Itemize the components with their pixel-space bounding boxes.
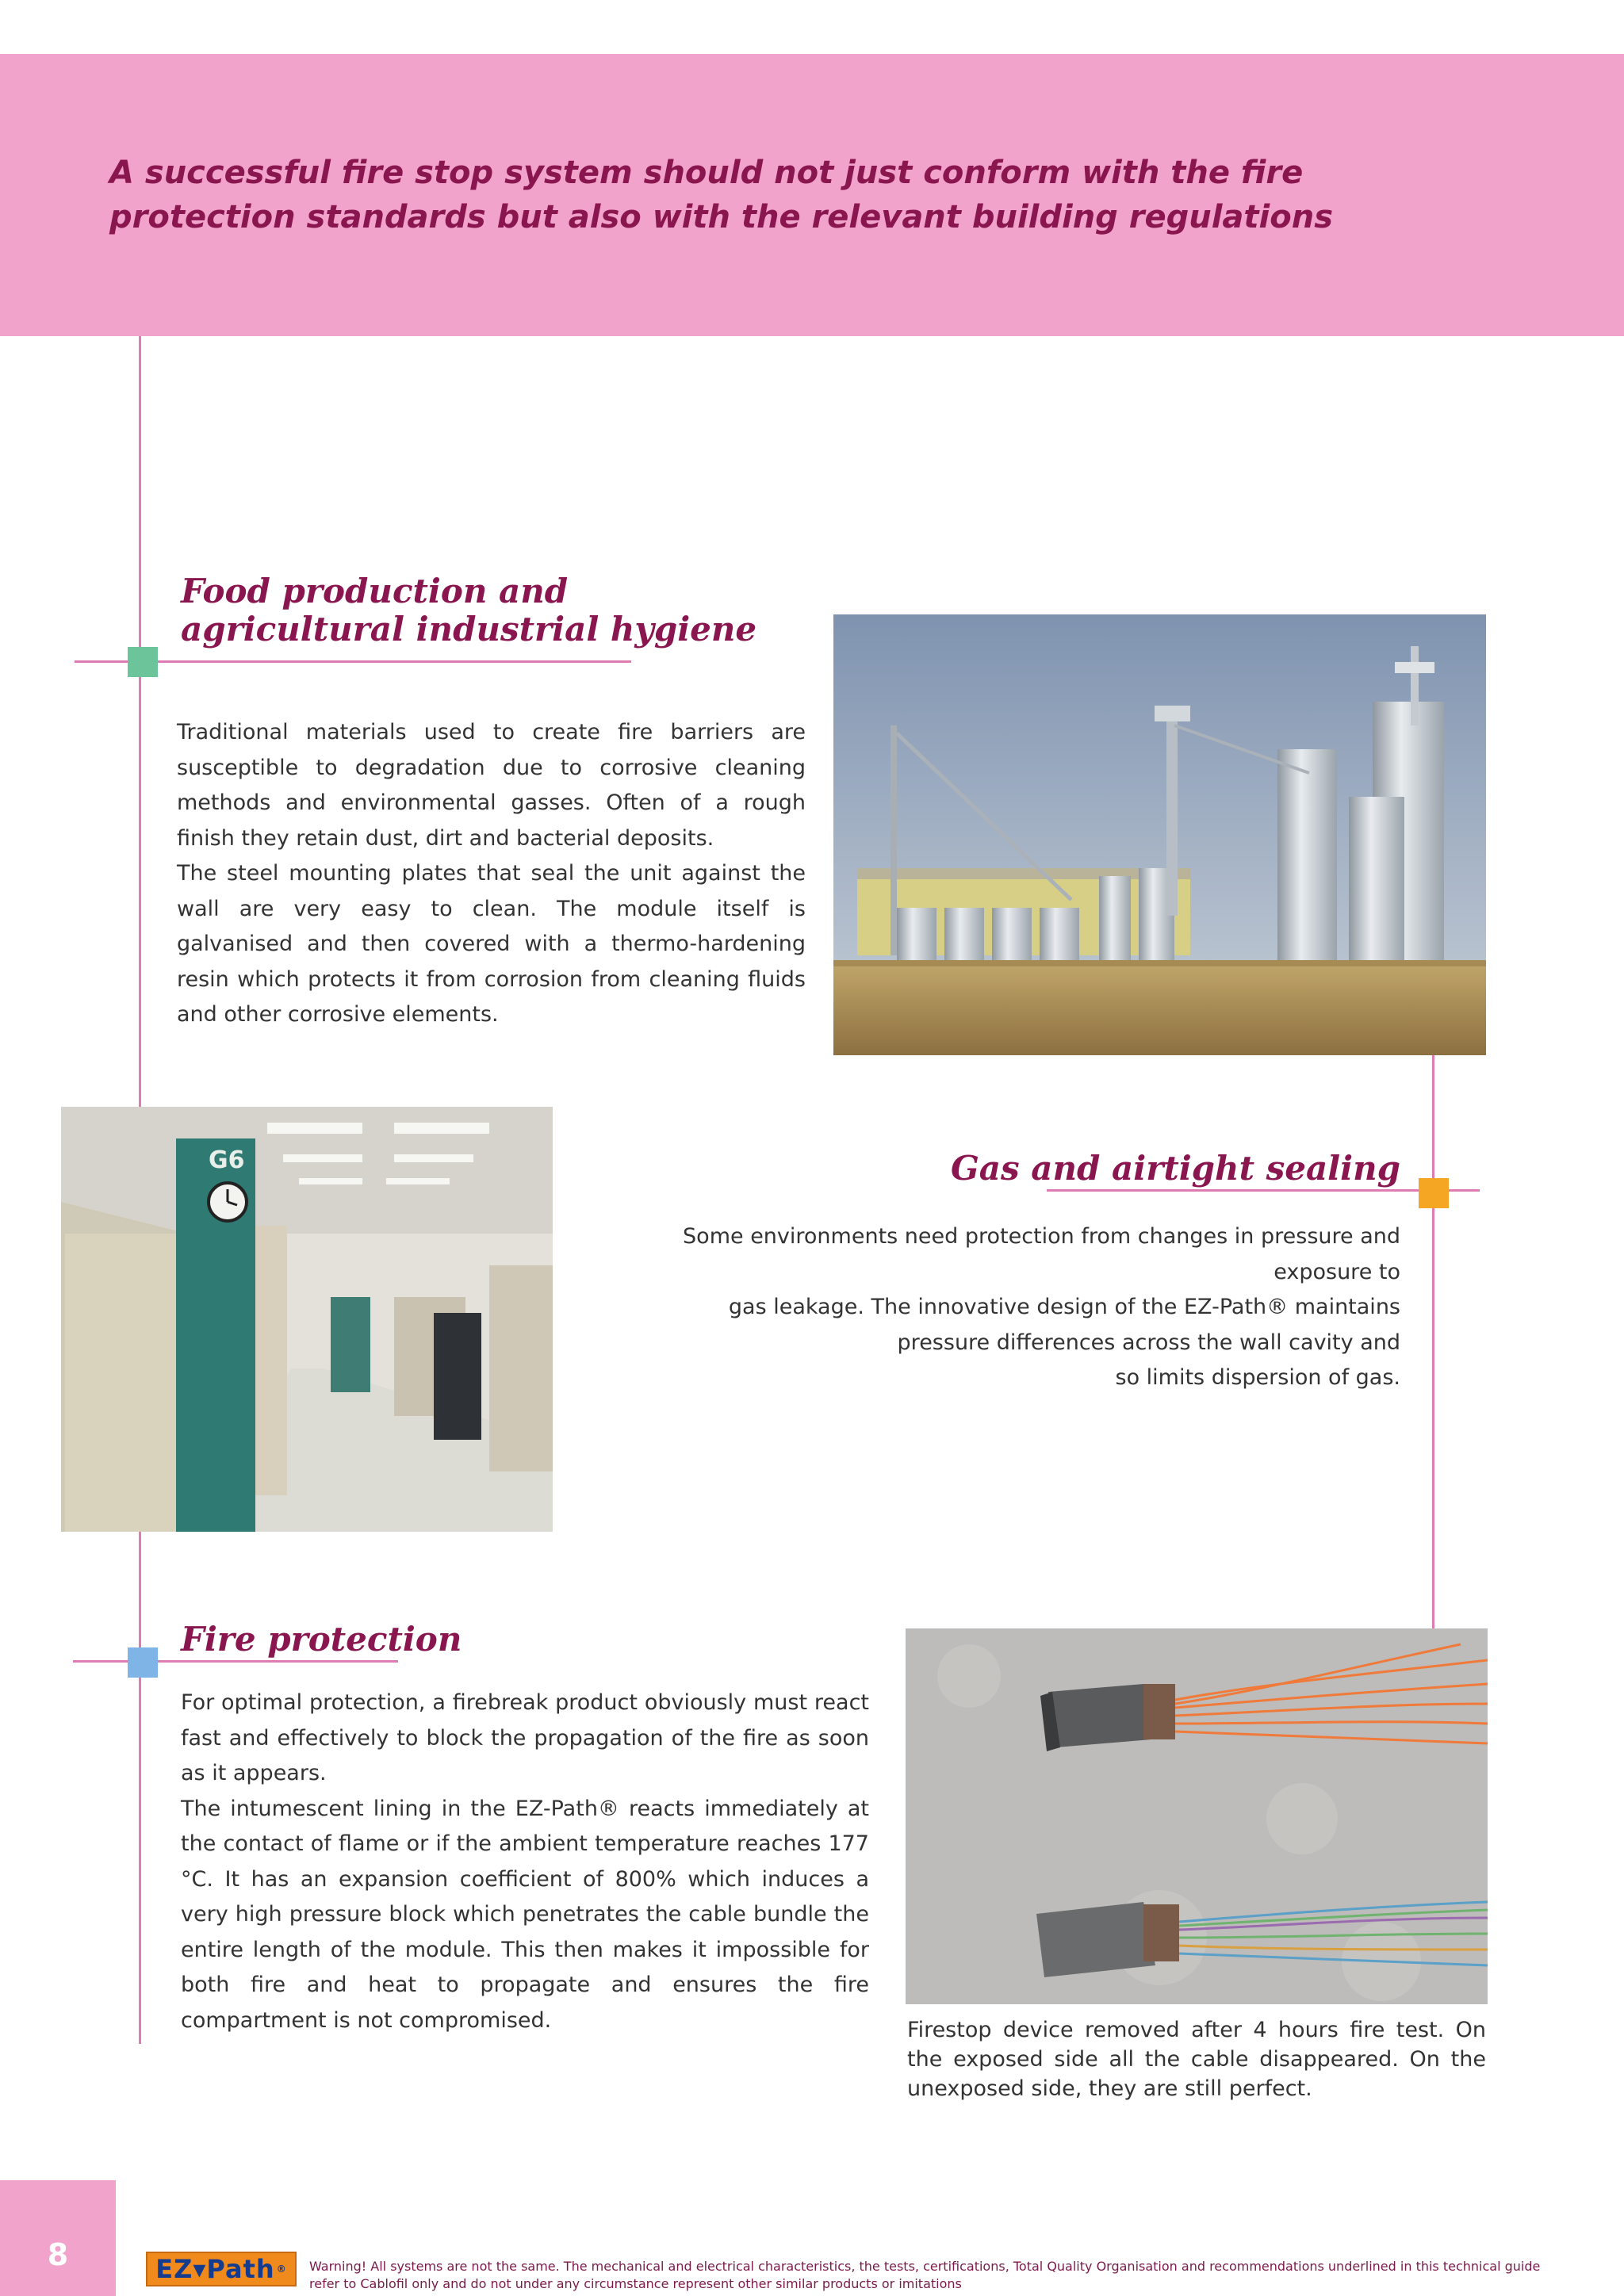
food-paragraph-2: The steel mounting plates that seal the unit against the wall are very easy to clean. The module itself is galvanised and then covered with a thermo-hardening resin which protects it from corrosion from cleaning fluids and other corrosive elements. — [177, 861, 806, 1027]
silo-illustration — [833, 614, 1486, 1055]
gas-line-3: pressure differences across the wall cavity and — [897, 1330, 1400, 1355]
blue-square-marker — [128, 1647, 158, 1678]
page-headline — [109, 151, 1378, 239]
orange-square-marker — [1419, 1178, 1449, 1208]
gas-line-1: Some environments need protection from changes in pressure and exposure to — [683, 1224, 1400, 1284]
food-title-line-2: agricultural industrial hygiene — [181, 610, 757, 649]
food-paragraph-1: Traditional materials used to create fire barriers are susceptible to degradation due to corrosive cleaning methods and environmental gasses. Often of a rough finish they retain dust, dirt and bacterial deposits. — [177, 720, 806, 851]
page-number: 8 — [47, 2237, 69, 2272]
food-title-line-1: Food production and — [181, 572, 569, 610]
green-square-marker — [128, 647, 158, 677]
firestop-test-illustration — [906, 1628, 1488, 2004]
fire-text-block — [181, 1686, 869, 2038]
section-title-gas: Gas and airtight sealing — [950, 1149, 1400, 1188]
gas-line-4: so limits dispersion of gas. — [1115, 1365, 1400, 1390]
section-title-fire: Fire protection — [181, 1620, 462, 1659]
headline-line-1: A successful fire stop system should not just conform with the fire — [109, 155, 1304, 191]
fire-title-underline — [73, 1660, 398, 1663]
gas-text-block — [634, 1219, 1400, 1396]
footer-warning: Warning! All systems are not the same. The mechanical and electrical characteristics, the tests, certifications, Total Quality Organisation and recommendations underlined in this technical guide refer to Cablofil only and do not under any circumstance represent other similar products or imitations — [309, 2259, 1541, 2291]
gas-title-underline — [1047, 1189, 1480, 1192]
fire-paragraph-2: The intumescent lining in the EZ-Path® reacts immediately at the contact of flame or if the ambient temperature reaches 177 °C. It has an expansion coefficient of 800% which induces a very high pressure block which penetrates the cable bundle the entire length of the module. This then makes it impossible for both fire and heat to propagate and ensures the fire compartment is not compromised. — [181, 1796, 869, 2033]
photo-caption: Firestop device removed after 4 hours fire test. On the exposed side all the cable disappeared. On the unexposed side, they are still perfect. — [907, 2018, 1486, 2101]
logo-text: EZ▾Path — [155, 2254, 275, 2284]
headline-line-2: protection standards but also with the relevant building regulations — [109, 199, 1334, 235]
gas-line-2: gas leakage. The innovative design of the EZ-Path® maintains — [728, 1295, 1400, 1319]
fire-paragraph-1: For optimal protection, a firebreak product obviously must react fast and effectively to block the propagation of the fire as soon as it appears. — [181, 1690, 869, 1785]
food-text-block — [177, 715, 806, 1033]
server-room-sign: G6 — [209, 1146, 245, 1174]
ezpath-logo — [146, 2252, 297, 2286]
server-room-photo — [61, 1107, 553, 1532]
food-title-underline — [75, 660, 631, 663]
server-room-illustration — [61, 1107, 553, 1532]
logo-registered-mark: ® — [276, 2263, 287, 2275]
silo-photo — [833, 614, 1486, 1055]
right-guide-line — [1432, 1054, 1434, 1633]
firestop-test-photo — [906, 1628, 1488, 2004]
section-title-food — [181, 572, 756, 649]
